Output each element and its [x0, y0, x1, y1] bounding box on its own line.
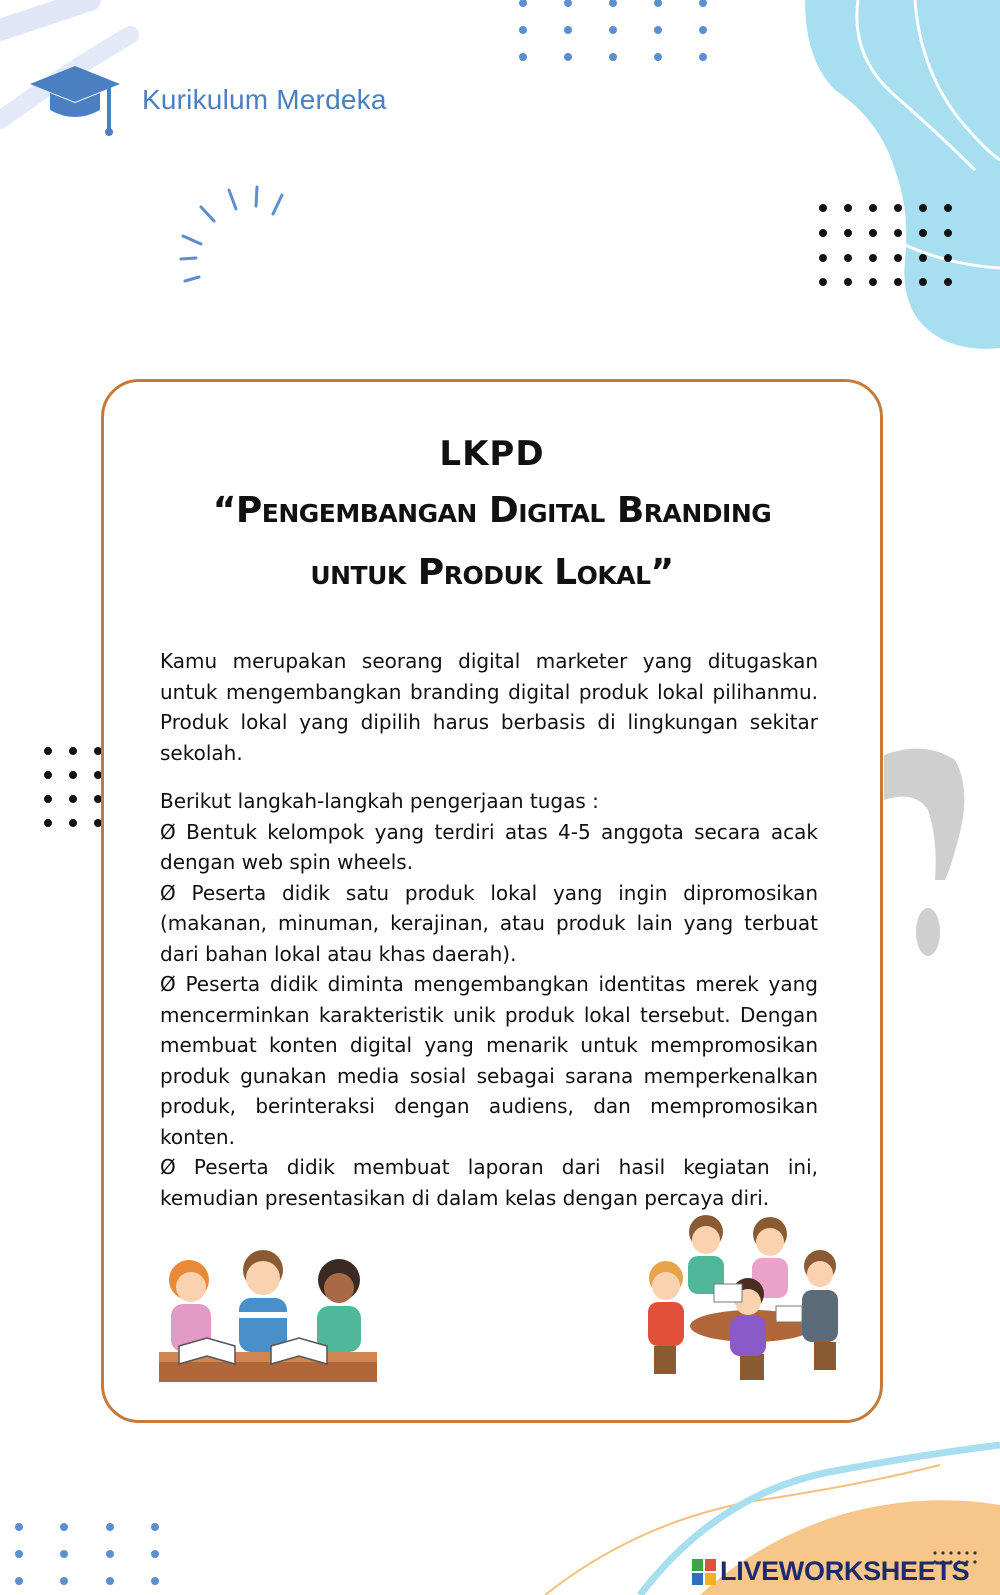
kids-reading-illustration	[159, 1242, 377, 1392]
liveworksheets-logo	[692, 1556, 969, 1587]
graduation-cap-icon	[30, 62, 120, 138]
title-line-3: untuk Produk Lokal”	[310, 552, 674, 593]
left-dot-grid	[44, 747, 102, 827]
liveworksheets-label: LIVEWORKSHEETS	[720, 1556, 970, 1586]
top-dot-grid	[519, 0, 707, 61]
step-item: Ø Bentuk kelompok yang terdiri atas 4-5 anggota secara acak dengan web spin wheels.	[160, 819, 818, 874]
step-item: Ø Peserta didik diminta mengembangkan identitas merek yang mencerminkan karakteristik unik produk lokal tersebut. Dengan membuat konten digital yang menarik untuk mempromosikan produk gunakan media sosial sebagai sarana memperkenalkan produk, berinteraksi dengan audiens, dan mempromosikan konten.	[160, 972, 818, 1149]
kids-group-illustration	[644, 1214, 844, 1394]
bottom-dot-grid	[15, 1523, 159, 1585]
brand-header	[30, 62, 387, 138]
worksheet-card	[101, 379, 883, 1423]
brand-label: Kurikulum Merdeka	[142, 84, 387, 115]
intro-paragraph: Kamu merupakan seorang digital marketer yang ditugaskan untuk mengembangkan branding digital produk lokal pilihanmu. Produk lokal yang dipilih harus berbasis di lingkungan sekitar sekolah.	[160, 649, 818, 765]
step-item: Ø Peserta didik satu produk lokal yang ingin dipromosikan (makanan, minuman, kerajinan, atau produk lain yang terbuat dari bahan lokal atau khas daerah).	[160, 880, 818, 966]
title-lkpd: LKPD	[439, 434, 545, 474]
steps-list	[160, 786, 818, 1213]
steps-heading: Berikut langkah-langkah pengerjaan tugas :	[160, 789, 599, 813]
sunburst-strokes	[181, 187, 282, 281]
step-item: Ø Peserta didik membuat laporan dari hasil kegiatan ini, kemudian presentasikan di dalam kelas dengan percaya diri.	[160, 1155, 818, 1210]
title-line-2: “Pengembangan Digital Branding	[212, 490, 772, 531]
liveworksheets-badge-icon	[692, 1559, 716, 1585]
